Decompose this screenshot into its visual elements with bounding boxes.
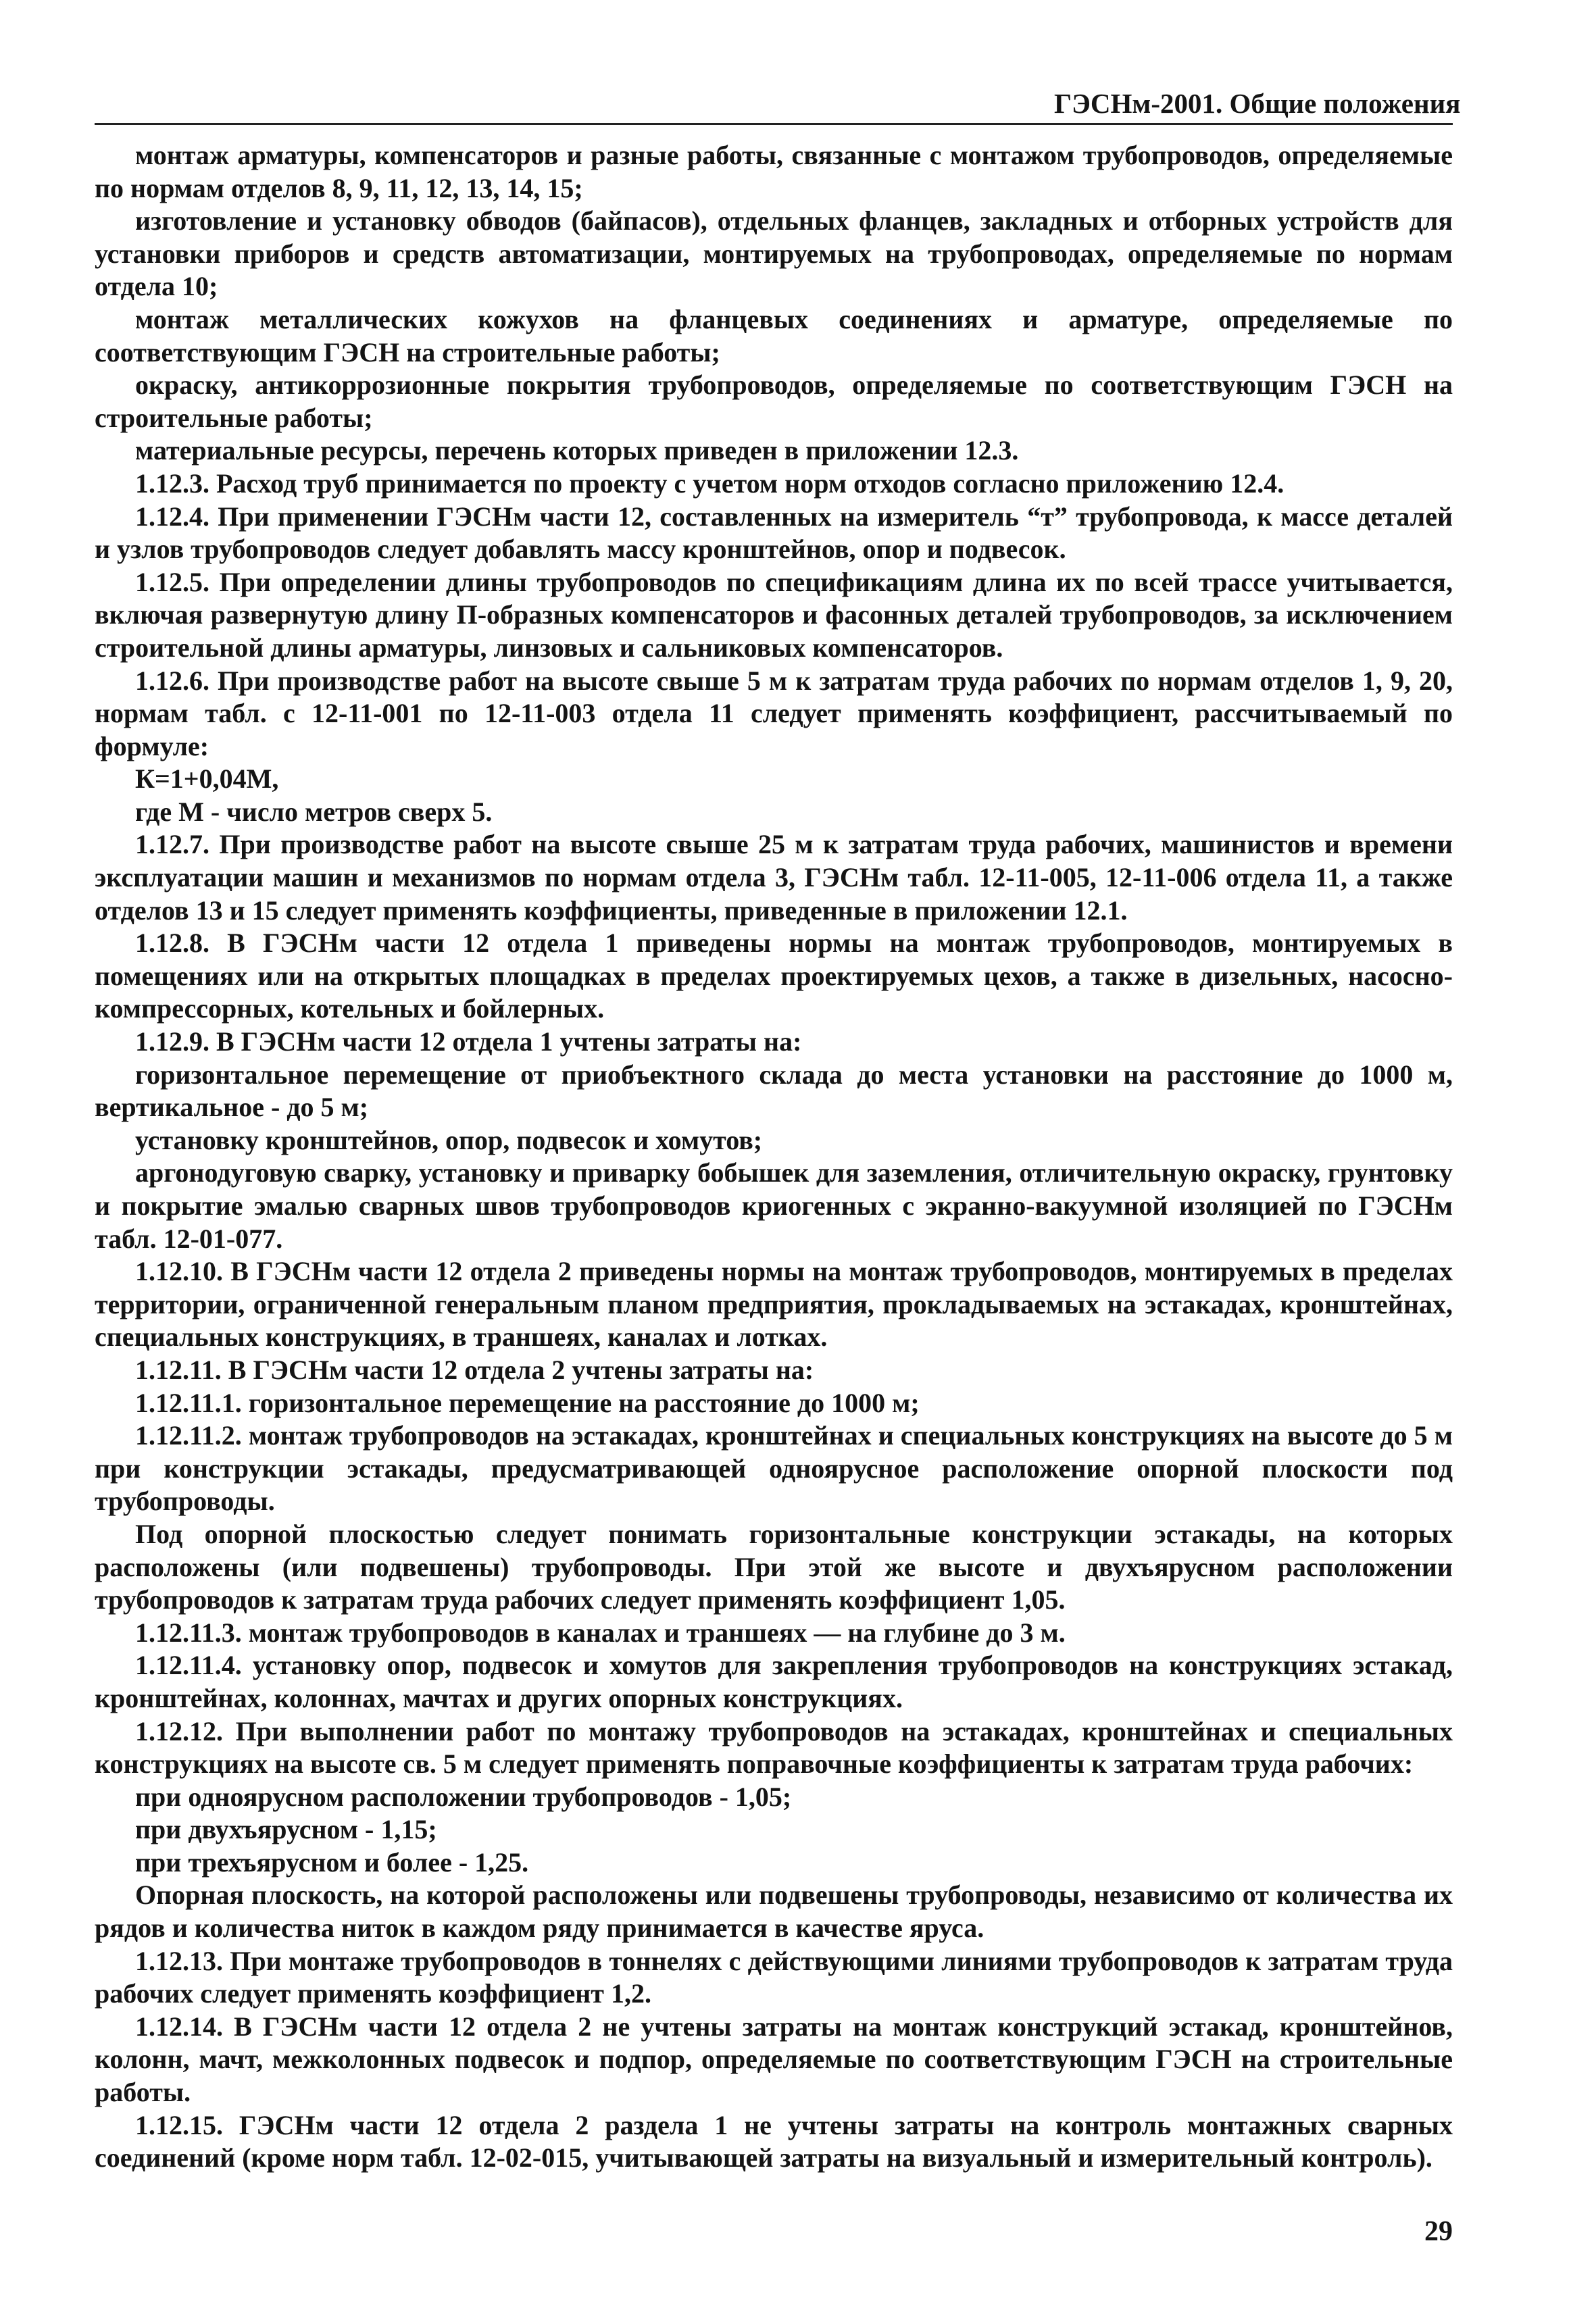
paragraph: 1.12.7. При производстве работ на высоте свыше 25 м к затратам труда рабочих, машинистов и времени эксплуатации машин и механизмов по нормам отдела 3, ГЭСНм табл. 12-11-005, 12-11-006 отдела 11, а также отделов 13 и 15 следует применять коэффициенты, приведенные в приложении 12.1. — [95, 829, 1453, 926]
paragraph: 1.12.14. В ГЭСНм части 12 отдела 2 не учтены затраты на монтаж конструкций эстакад, кронштейнов, колонн, мачт, межколонных подвесок и подпор, определяемые по соответствующим ГЭСН на строительные работы. — [95, 2011, 1453, 2108]
paragraph: К=1+0,04М, — [135, 763, 279, 795]
paragraph: 1.12.10. В ГЭСНм части 12 отдела 2 приведены нормы на монтаж трубопроводов, монтируемых в пределах территории, ограниченной генеральным планом предприятия, прокладываемых на эстакадах, кронштейнах, специальных конструкциях, в траншеях, каналах и лотках. — [95, 1256, 1453, 1353]
paragraph: 1.12.9. В ГЭСНм части 12 отдела 1 учтены затраты на: — [135, 1026, 802, 1057]
paragraph: Опорная плоскость, на которой расположены или подвешены трубопроводы, независимо от количества их рядов и количества ниток в каждом ряду принимается в качестве яруса. — [95, 1880, 1453, 1944]
paragraph: 1.12.4. При применении ГЭСНм части 12, составленных на измеритель “т” трубопровода, к массе деталей и узлов трубопроводов следует добавлять массу кронштейнов, опор и подвесок. — [95, 501, 1453, 565]
paragraph: 1.12.11.3. монтаж трубопроводов в каналах и траншеях — на глубине до 3 м. — [135, 1617, 1066, 1648]
paragraph: аргонодуговую сварку, установку и приварку бобышек для заземления, отличительную окраску, грунтовку и покрытие эмалью сварных швов трубопроводов криогенных с экранно-вакуумной изоляцией по ГЭСНм табл. 12-01-077. — [95, 1157, 1453, 1254]
paragraph: 1.12.12. При выполнении работ по монтажу трубопроводов на эстакадах, кронштейнах и специальных конструкциях на высоте св. 5 м следует применять поправочные коэффициенты к затратам труда рабочих: — [95, 1715, 1453, 1780]
paragraph: материальные ресурсы, перечень которых приведен в приложении 12.3. — [135, 435, 1019, 466]
paragraph: 1.12.13. При монтаже трубопроводов в тоннелях с действующими линиями трубопроводов к затратам труда рабочих следует применять коэффициент 1,2. — [95, 1945, 1453, 2009]
paragraph: при двухъярусном - 1,15; — [135, 1814, 437, 1845]
paragraph: 1.12.11.4. установку опор, подвесок и хомутов для закрепления трубопроводов на конструкциях эстакад, кронштейнах, колоннах, мачтах и других опорных конструкциях. — [95, 1650, 1453, 1713]
paragraph: 1.12.11.1. горизонтальное перемещение на расстояние до 1000 м; — [135, 1387, 920, 1418]
paragraph: 1.12.15. ГЭСНм части 12 отдела 2 раздела 1 не учтены затраты на контроль монтажных сварных соединений (кроме норм табл. 12-02-015, учитывающей затраты на визуальный и измерительный контроль). — [95, 2109, 1453, 2173]
paragraph: горизонтальное перемещение от приобъектного склада до места установки на расстояние до 1000 м, вертикальное - до 5 м; — [95, 1059, 1453, 1123]
paragraph: 1.12.11. В ГЭСНм части 12 отдела 2 учтены затраты на: — [135, 1354, 814, 1385]
paragraph: окраску, антикоррозионные покрытия трубопроводов, определяемые по соответствующим ГЭСН на строительные работы; — [95, 370, 1453, 433]
paragraph: при одноярусном расположении трубопроводов - 1,05; — [135, 1781, 792, 1812]
paragraph: монтаж арматуры, компенсаторов и разные работы, связанные с монтажом трубопроводов, определяемые по нормам отделов 8, 9, 11, 12, 13, 14, 15; — [95, 140, 1453, 203]
running-header: ГЭСНм-2001. Общие положения — [1054, 88, 1461, 119]
paragraph: где М - число метров сверх 5. — [135, 796, 493, 827]
paragraph: при трехъярусном и более - 1,25. — [135, 1846, 529, 1878]
paragraph: изготовление и установку обводов (байпасов), отдельных фланцев, закладных и отборных устройств для установки приборов и средств автоматизации, монтируемых на трубопроводах, определяемые по нормам отдела 10; — [95, 205, 1453, 302]
paragraph: 1.12.11.2. монтаж трубопроводов на эстакадах, кронштейнах и специальных конструкциях на высоте до 5 м при конструкции эстакады, предусматривающей одноярусное расположение опорной плоскости под трубопроводы. — [95, 1420, 1453, 1517]
paragraph: установку кронштейнов, опор, подвесок и хомутов; — [135, 1124, 763, 1155]
paragraph: 1.12.5. При определении длины трубопроводов по спецификациям длина их по всей трассе учитывается, включая развернутую длину П-образных компенсаторов и фасонных деталей трубопроводов, за исключением строительной длины арматуры, линзовых и сальниковых компенсаторов. — [95, 566, 1453, 663]
paragraph: Под опорной плоскостью следует понимать горизонтальные конструкции эстакады, на которых расположены (или подвешены) трубопроводы. При этой же высоте и двухъярусном расположении трубопроводов к затратам труда рабочих следует применять коэффициент 1,05. — [95, 1518, 1453, 1615]
paragraph: 1.12.6. При производстве работ на высоте свыше 5 м к затратам труда рабочих по нормам отделов 1, 9, 20, нормам табл. с 12-11-001 по 12-11-003 отдела 11 следует применять коэффициент, рассчитываемый по формуле: — [95, 665, 1453, 761]
header-rule — [95, 123, 1453, 125]
paragraph: 1.12.8. В ГЭСНм части 12 отдела 1 приведены нормы на монтаж трубопроводов, монтируемых в помещениях или на открытых площадках в пределах проектируемых цехов, а также в дизельных, насосно-компрессорных, котельных и бойлерных. — [95, 928, 1453, 1024]
paragraph: монтаж металлических кожухов на фланцевых соединениях и арматуре, определяемые по соответствующим ГЭСН на строительные работы; — [95, 303, 1453, 368]
body-text — [95, 139, 1453, 2175]
paragraph: 1.12.3. Расход труб принимается по проекту с учетом норм отходов согласно приложению 12.4. — [135, 468, 1285, 499]
page-number: 29 — [1424, 2216, 1453, 2247]
